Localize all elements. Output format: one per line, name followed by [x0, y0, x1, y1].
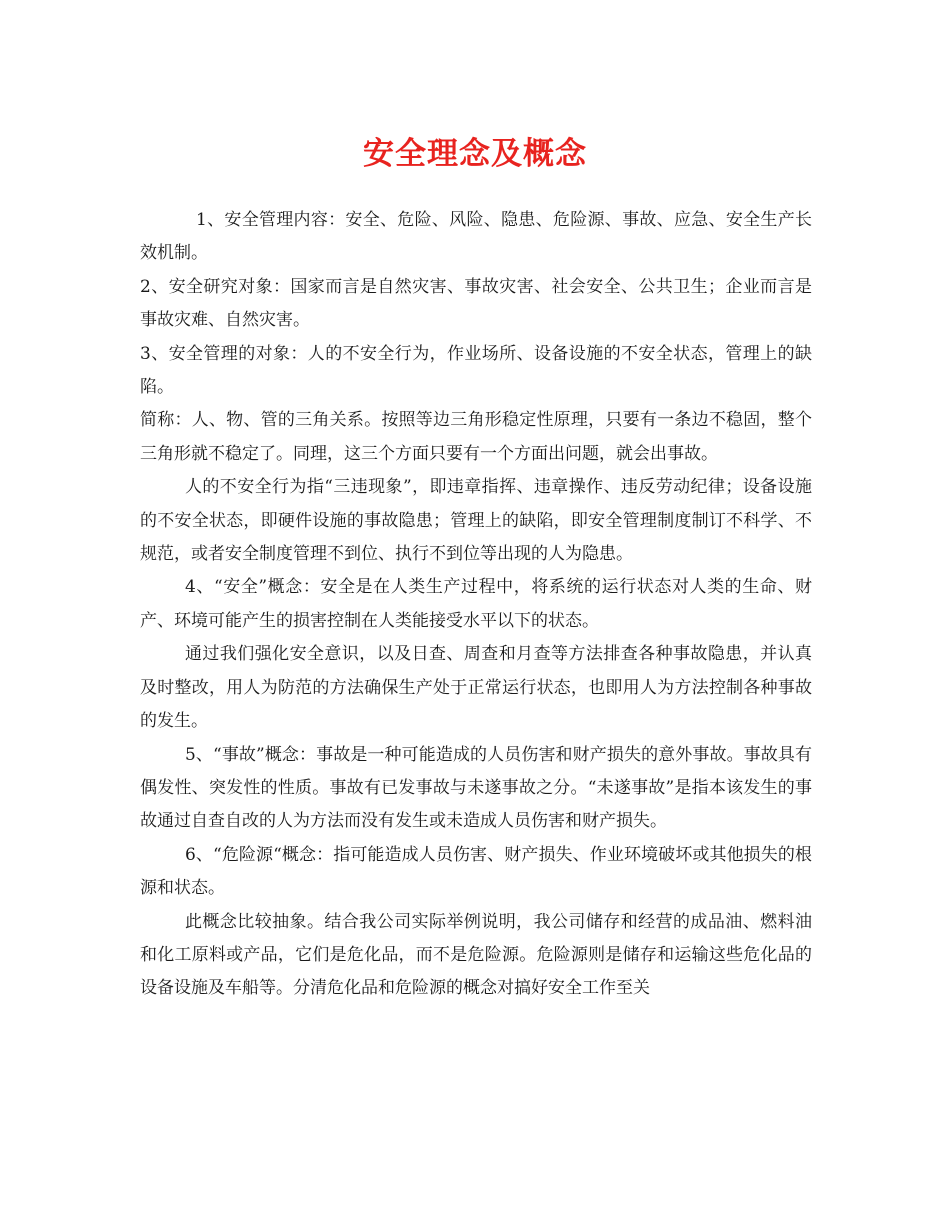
- paragraph-9: 6、“危险源“概念：指可能造成人员伤害、财产损失、作业环境破坏或其他损失的根源和状态。: [140, 844, 812, 899]
- document-body: [140, 204, 812, 1006]
- paragraph-2: 2、安全研究对象：国家而言是自然灾害、事故灾害、社会安全、公共卫生；企业而言是事故灾难、自然灾害。: [140, 276, 812, 331]
- paragraph-1: 1、安全管理内容：安全、危险、风险、隐患、危险源、事故、应急、安全生产长效机制。: [140, 210, 812, 264]
- paragraph-7: 通过我们强化安全意识，以及日查、周查和月查等方法排查各种事故隐患，并认真及时整改，用人为防范的方法确保生产处于正常运行状态，也即用人为方法控制各种事故的发生。: [140, 644, 812, 732]
- paragraph-4: 简称：人、物、管的三角关系。按照等边三角形稳定性原理，只要有一条边不稳固，整个三角形就不稳定了。同理，这三个方面只要有一个方面出问题，就会出事故。: [140, 410, 812, 464]
- paragraph-6: 4、“安全”概念：安全是在人类生产过程中，将系统的运行状态对人类的生命、财产、环境可能产生的损害控制在人类能接受水平以下的状态。: [140, 577, 812, 631]
- document-title: 安全理念及概念: [363, 136, 587, 172]
- paragraph-8: 5、“事故”概念：事故是一种可能造成的人员伤害和财产损失的意外事故。事故具有偶发性、突发性的性质。事故有已发事故与未遂事故之分。“未遂事故”是指本该发生的事故通过自查自改的人为方法而没有发生或未造成人员伤害和财产损失。: [140, 744, 812, 832]
- paragraph-3: 3、安全管理的对象：人的不安全行为，作业场所、设备设施的不安全状态，管理上的缺陷。: [140, 343, 812, 398]
- paragraph-10: 此概念比较抽象。结合我公司实际举例说明，我公司储存和经营的成品油、燃料油和化工原料或产品，它们是危化品，而不是危险源。危险源则是储存和运输这些危化品的设备设施及车船等。分清危化品和危险源的概念对搞好安全工作至关: [140, 911, 812, 999]
- paragraph-5: 人的不安全行为指“三违现象”，即违章指挥、违章操作、违反劳动纪律；设备设施的不安全状态，即硬件设施的事故隐患；管理上的缺陷，即安全管理制度制订不科学、不规范，或者安全制度管理不到位、执行不到位等出现的人为隐患。: [140, 477, 812, 565]
